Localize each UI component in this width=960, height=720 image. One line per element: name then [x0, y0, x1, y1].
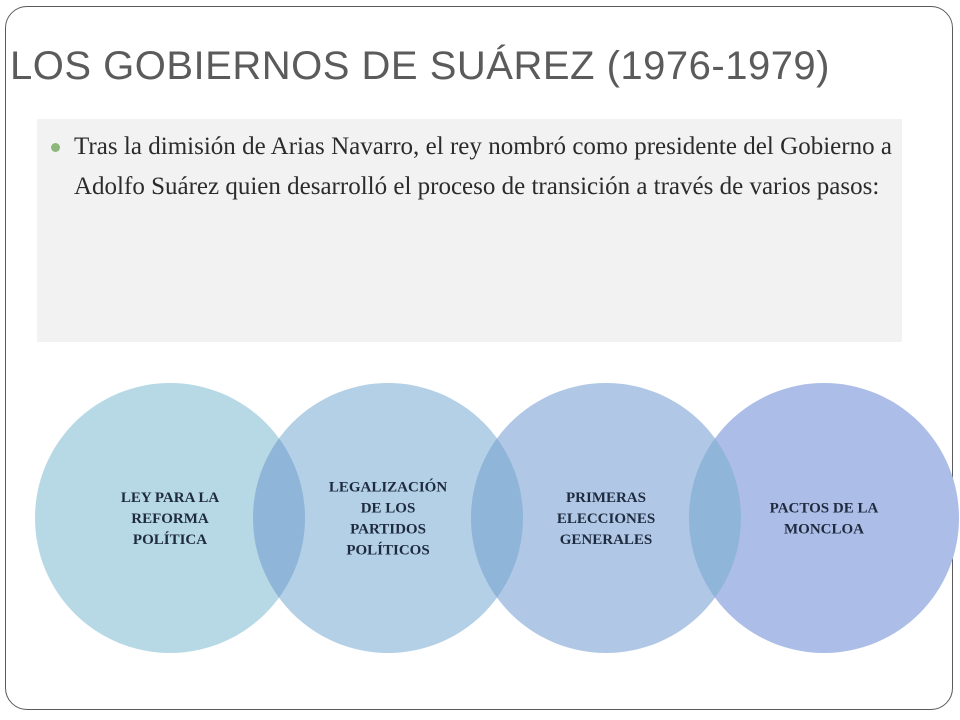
step-label-line: PRIMERAS: [565, 490, 647, 506]
step-label-1: [121, 490, 220, 548]
bullet-text: Tras la dimisión de Arias Navarro, el rey nombró como presidente del Gobierno a Adolfo Suárez quien desarrolló el proceso de transición a través de varios pasos:: [74, 133, 892, 200]
step-label-line: PACTOS DE LA: [769, 500, 879, 517]
step-label-line: LEY PARA LA: [120, 490, 220, 506]
step-label-line: DE LOS: [360, 500, 416, 517]
step-label-line: LEGALIZACIÓN: [328, 479, 448, 496]
step-label-line: ELECCIONES: [556, 511, 656, 527]
step-label-line: PARTIDOS: [350, 521, 426, 538]
step-label-line: POLÍTICA: [132, 532, 208, 548]
slide-title: LOS GOBIERNOS DE SUÁREZ (1976-1979): [10, 44, 830, 88]
step-label-line: MONCLOA: [784, 521, 864, 538]
step-label-line: REFORMA: [131, 511, 209, 527]
step-label-3: [557, 490, 655, 548]
step-label-line: GENERALES: [559, 532, 653, 548]
step-label-line: POLÍTICOS: [346, 542, 430, 559]
